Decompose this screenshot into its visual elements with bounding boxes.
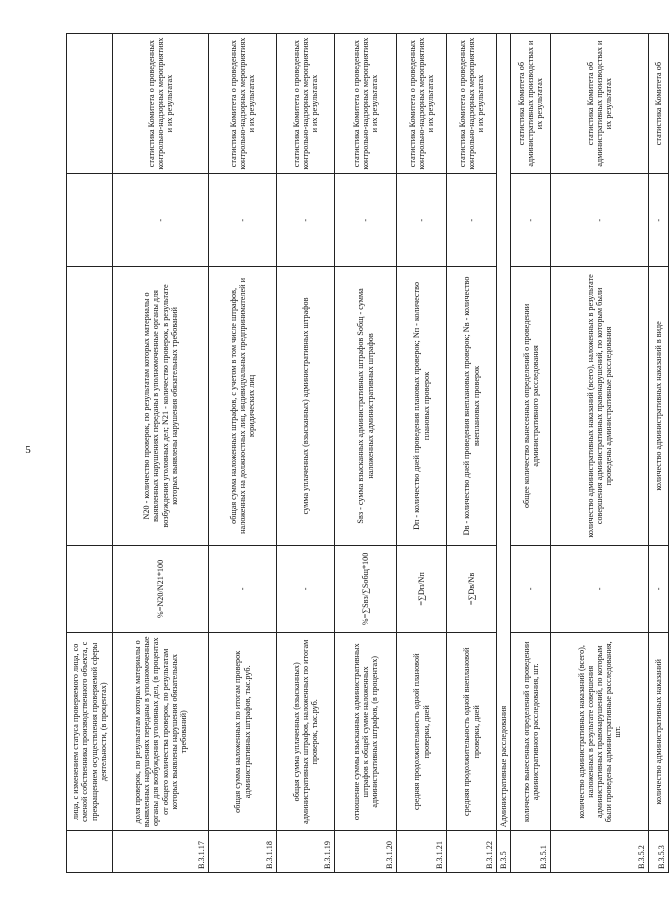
source-cell: статистика Комитета о проведенных контрольно-надзорных мероприятиях и их результатах — [277, 34, 335, 174]
dash-cell: - — [551, 174, 649, 267]
page-number: 5 — [25, 444, 31, 456]
row-id-cell: В.3.1.21 — [397, 831, 447, 873]
table-row — [447, 34, 497, 873]
indicator-name-cell: количество административных наказаний (всего), наложенных в результате совершения административных правонарушений, по которым были проведены административные расследования, шт. — [551, 633, 649, 831]
description-cell: количество административных наказаний (всего), наложенных в результате совершения административных правонарушений, по которым были проведены административные расследования — [551, 267, 649, 545]
table-row — [209, 34, 277, 873]
row-id-cell: В.3.5 — [497, 831, 511, 873]
indicator-name-cell: отношение суммы взысканных административных штрафов к общей сумме наложенных административных штрафов, (в процентах) — [335, 633, 397, 831]
formula-cell: - — [551, 545, 649, 633]
description-cell: Dп - количество дней проведения плановых проверок; Nп - количество плановых проверок — [397, 267, 447, 545]
indicator-name-cell: количество вынесенных определений о проведении административного расследования, шт. — [511, 633, 551, 831]
source-cell: статистика Комитета о проведенных контрольно-надзорных мероприятиях и их результатах — [209, 34, 277, 174]
source-cell: статистика Комитета об административных производствах и их результатах — [511, 34, 551, 174]
table-row — [649, 34, 669, 873]
source-cell: статистика Комитета о проведенных контрольно-надзорных мероприятиях и их результатах — [113, 34, 209, 174]
formula-cell: %=∑Sвз/∑Sобщ*100 — [335, 545, 397, 633]
row-id-cell: В.3.1.18 — [209, 831, 277, 873]
source-cell — [67, 34, 113, 174]
formula-cell: - — [511, 545, 551, 633]
dash-cell: - — [397, 174, 447, 267]
table-body — [67, 34, 669, 873]
source-cell: статистика Комитета о проведенных контрольно-надзорных мероприятиях и их результатах — [447, 34, 497, 174]
table-row — [397, 34, 447, 873]
formula-cell: =∑Dв/Nв — [447, 545, 497, 633]
dash-cell: - — [277, 174, 335, 267]
description-cell — [67, 267, 113, 545]
dash-cell — [67, 174, 113, 267]
formula-cell: - — [649, 545, 669, 633]
description-cell: сумма уплаченных (взысканных) административных штрафов — [277, 267, 335, 545]
section-row — [497, 34, 511, 873]
description-cell: Dв - количество дней проведения внеплановых проверок; Nв - количество внеплановых проверок — [447, 267, 497, 545]
source-cell: статистика Комитета о проведенных контрольно-надзорных мероприятиях и их результатах — [335, 34, 397, 174]
indicators-table — [66, 33, 669, 873]
formula-cell: =∑Dп/Nп — [397, 545, 447, 633]
row-id-cell: В.3.1.19 — [277, 831, 335, 873]
row-id-cell: В.3.5.3 — [649, 831, 669, 873]
dash-cell: - — [511, 174, 551, 267]
row-id-cell — [67, 831, 113, 873]
source-cell: статистика Комитета об административных производствах и их результатах — [551, 34, 649, 174]
table-row — [277, 34, 335, 873]
source-cell: статистика Комитета о проведенных контрольно-надзорных мероприятиях и их результатах — [397, 34, 447, 174]
indicator-name-cell: средняя продолжительность одной внеплановой проверки, дней — [447, 633, 497, 831]
indicator-name-cell: доля проверок, по результатам которых материалы о выявленных нарушениях переданы в уполномоченные органы для возбуждения уголовных дел, (в процентах от общего количества проверок, по результатам которых выявлены нарушения обязательных требований) — [113, 633, 209, 831]
formula-cell — [67, 545, 113, 633]
dash-cell: - — [209, 174, 277, 267]
formula-cell: %=N20/N21*100 — [113, 545, 209, 633]
table-row — [67, 34, 113, 873]
row-id-cell: В.3.1.22 — [447, 831, 497, 873]
dash-cell: - — [335, 174, 397, 267]
indicator-name-cell: общая сумма наложенных по итогам проверок административных штрафов, тыс.руб. — [209, 633, 277, 831]
dash-cell: - — [113, 174, 209, 267]
rotated-page — [66, 33, 666, 873]
section-title-cell: Административные расследования — [497, 34, 511, 831]
description-cell: общая сумма наложенных штрафов, с учетом в том числе штрафов, наложенных на должностных лиц, индивидуальных предпринимателей и юридических лиц — [209, 267, 277, 545]
indicator-name-cell: лица, с изменением статуса проверяемого лица, со сменой собственника производственного объекта, с прекращением осуществления проверяемой сферы деятельности, (в процентах) — [67, 633, 113, 831]
table-row — [113, 34, 209, 873]
row-id-cell: В.3.1.17 — [113, 831, 209, 873]
row-id-cell: В.3.5.1 — [511, 831, 551, 873]
table-row — [511, 34, 551, 873]
table-row — [335, 34, 397, 873]
indicator-name-cell: общая сумма уплаченных (взысканных) административных штрафов, наложенных по итогам проверок, тыс.руб. — [277, 633, 335, 831]
description-cell: Sвз - сумма взысканных административных штрафов Sобщ - сумма наложенных административных штрафов — [335, 267, 397, 545]
description-cell: N20 - количество проверок, по результатам которых материалы о выявленных нарушениях переданы в уполномоченные органы для возбуждения уголовных дел; N21 - количество проверок, в результате которых выявлены нарушения обязательных требований — [113, 267, 209, 545]
table-row — [551, 34, 649, 873]
description-cell: общее количество вынесенных определений о проведении административного расследования — [511, 267, 551, 545]
source-cell: статистика Комитета об — [649, 34, 669, 174]
formula-cell: - — [277, 545, 335, 633]
description-cell: количество административных наказаний в виде — [649, 267, 669, 545]
dash-cell: - — [649, 174, 669, 267]
row-id-cell: В.3.5.2 — [551, 831, 649, 873]
formula-cell: - — [209, 545, 277, 633]
row-id-cell: В.3.1.20 — [335, 831, 397, 873]
indicator-name-cell: количество административных наказаний — [649, 633, 669, 831]
dash-cell: - — [447, 174, 497, 267]
indicator-name-cell: средняя продолжительность одной плановой проверки, дней — [397, 633, 447, 831]
